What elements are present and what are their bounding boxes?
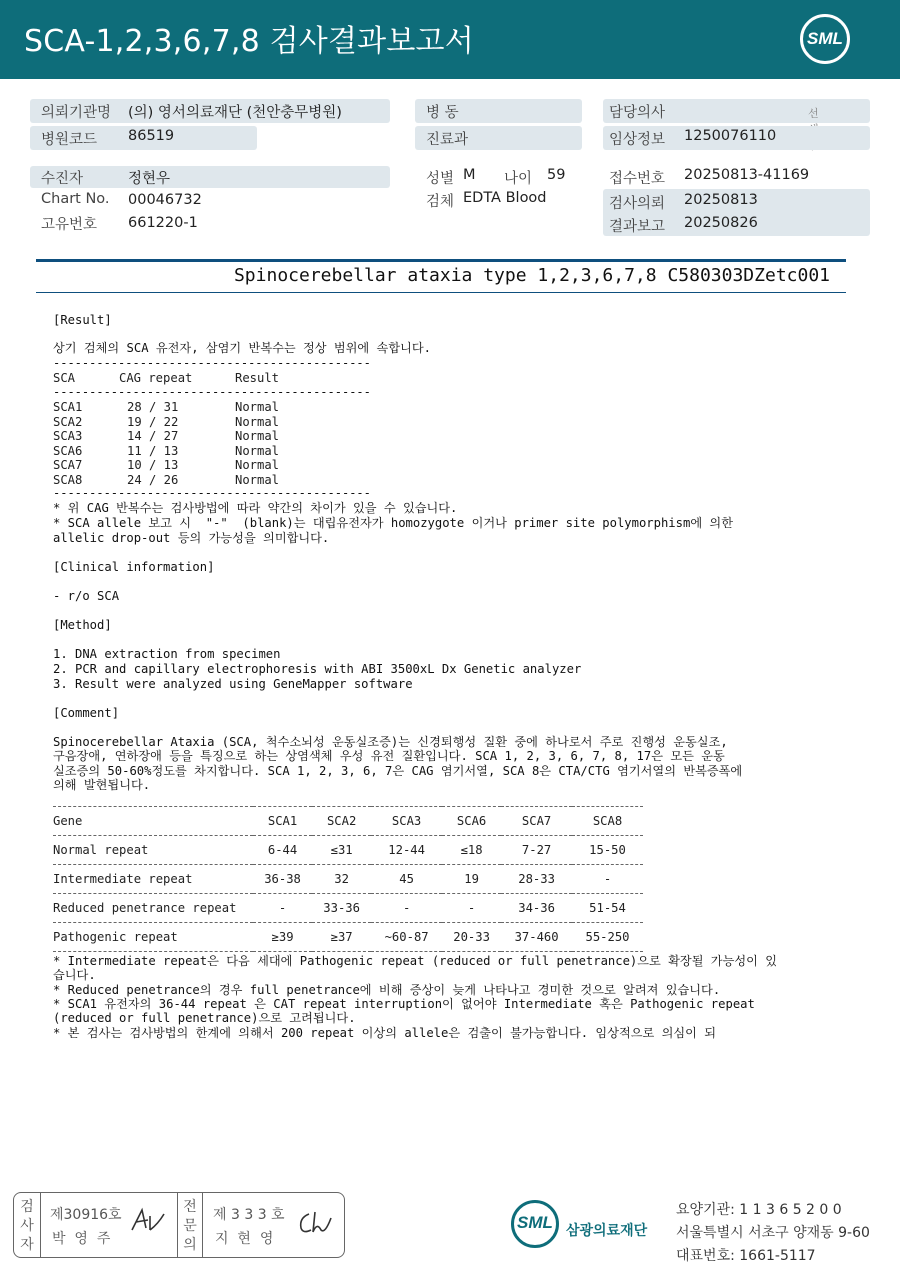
method-item: 1. DNA extraction from specimen — [53, 647, 281, 661]
report-label: 결과보고 — [609, 219, 666, 235]
table-row — [53, 429, 279, 444]
specimen-label: 검체 — [426, 194, 455, 210]
specialist-signature-icon — [295, 1208, 335, 1238]
table-row — [53, 400, 279, 415]
cell: 36-38 — [253, 865, 312, 894]
sca-result-table — [53, 400, 279, 488]
result-note: allelic drop-out 등의 가능성을 의미합니다. — [53, 531, 330, 545]
table-row — [53, 894, 643, 923]
cell: Pathogenic repeat — [53, 923, 253, 952]
cell: SCA1 — [53, 400, 83, 414]
cell: 7-27 — [501, 836, 572, 865]
dash-line: -------------------------------------------- — [53, 486, 371, 500]
footnote: * Reduced penetrance의 경우 full penetrance에 비해 증상이 늦게 나타나고 경미한 것으로 알려져 있습니다. — [53, 983, 721, 997]
cell: 15-50 — [572, 836, 643, 865]
cell: ~60-87 — [371, 923, 442, 952]
report-header — [0, 0, 900, 79]
specialist-name: 지 현 영 — [215, 1231, 274, 1247]
cell: 28 / 31 — [127, 400, 179, 414]
institution-value: (의) 영서의료재단 (천안충무병원) — [128, 105, 342, 121]
cell: 34-36 — [501, 894, 572, 923]
cell: 6-44 — [253, 836, 312, 865]
dash-line: -------------------------------------------- — [53, 356, 371, 370]
dept-label: 진료과 — [426, 132, 469, 148]
header-cell: SCA3 — [371, 807, 442, 836]
request-label: 검사의뢰 — [609, 196, 666, 212]
footnote: 습니다. — [53, 968, 96, 982]
clinical-label: 임상정보 — [609, 132, 666, 148]
col-cag: CAG repeat — [119, 371, 193, 385]
institution-label: 의뢰기관명 — [41, 105, 112, 121]
cell: - — [253, 894, 312, 923]
title-char: 의 — [183, 1237, 197, 1253]
header-cell: SCA1 — [253, 807, 312, 836]
col-result: Result — [235, 371, 280, 385]
org-name: 삼광의료재단 — [566, 1223, 648, 1239]
cell: 51-54 — [572, 894, 643, 923]
cell: SCA2 — [53, 414, 83, 429]
cell: 28-33 — [501, 865, 572, 894]
sca-result-header — [53, 371, 279, 386]
cell: Normal — [235, 472, 280, 487]
doctor-suffix: 선 — [808, 107, 819, 120]
result-note: * SCA allele 보고 시 "-" (blank)는 대립유전자가 homozygote 이거나 primer site polymorphism에 의한 — [53, 516, 733, 530]
unique-label: 고유번호 — [41, 217, 98, 233]
cell: 32 — [312, 865, 371, 894]
cell: - — [572, 865, 643, 894]
result-heading: [Result] — [53, 313, 112, 327]
receipt-label: 접수번호 — [609, 171, 666, 187]
sex-value: M — [463, 167, 476, 183]
method-item: 3. Result were analyzed using GeneMapper software — [53, 677, 413, 691]
title-char: 검 — [20, 1199, 34, 1215]
specialist-title — [183, 1198, 197, 1255]
sml-logo-icon — [511, 1200, 559, 1248]
inspector-title — [20, 1198, 34, 1255]
header-cell: SCA7 — [501, 807, 572, 836]
cell: 20-33 — [442, 923, 501, 952]
clinical-text: - r/o SCA — [53, 589, 120, 603]
header-cell: SCA2 — [312, 807, 371, 836]
cell: 24 / 26 — [127, 472, 179, 487]
org-phone: 대표번호: 1661-5117 — [676, 1248, 816, 1264]
cell: 14 / 27 — [127, 429, 179, 444]
footnote: * 본 검사는 검사방법의 한계에 의해서 200 repeat 이상의 allele은 검출이 불가능합니다. 임상적으로 의심이 되 — [53, 1026, 717, 1040]
cell: SCA6 — [53, 443, 83, 458]
cell: Normal — [235, 458, 280, 473]
cell: 55-250 — [572, 923, 643, 952]
table-row — [53, 458, 279, 473]
table-header-row — [53, 807, 643, 836]
comment-heading: [Comment] — [53, 706, 120, 720]
table-row — [53, 415, 279, 430]
receipt-value: 20250813-41169 — [684, 167, 810, 183]
title-char: 전 — [183, 1199, 197, 1215]
request-value: 20250813 — [684, 192, 758, 208]
logo-text: SML — [807, 29, 843, 48]
title-char: 문 — [183, 1218, 197, 1234]
cell: 10 / 13 — [127, 458, 179, 473]
result-note: * 위 CAG 반복수는 검사방법에 따라 약간의 차이가 있을 수 있습니다. — [53, 501, 458, 515]
gene-repeat-table — [53, 806, 643, 952]
header-cell: SCA6 — [442, 807, 501, 836]
doctor-label: 담당의사 — [609, 105, 666, 121]
cell: Normal — [235, 429, 280, 444]
table-row — [53, 444, 279, 459]
cell: 12-44 — [371, 836, 442, 865]
cell: ≥39 — [253, 923, 312, 952]
header-cell: SCA8 — [572, 807, 643, 836]
divider — [40, 1192, 41, 1258]
report-value: 20250826 — [684, 215, 758, 231]
sex-label: 성별 — [426, 171, 455, 187]
table-row — [53, 923, 643, 952]
cell: ≤18 — [442, 836, 501, 865]
org-code: 요양기관: 1 1 3 6 5 2 0 0 — [676, 1202, 842, 1218]
comment-line: 실조증의 50-60%정도를 차지합니다. SCA 1, 2, 3, 6, 7은 CAG 염기서열, SCA 8은 CTA/CTG 염기서열의 반복증폭에 — [53, 764, 743, 778]
inspector-no: 제30916호 — [50, 1207, 122, 1223]
hospital-code-label: 병원코드 — [41, 132, 98, 148]
cell: SCA8 — [53, 472, 83, 487]
divider — [36, 292, 846, 293]
cell: - — [442, 894, 501, 923]
table-row — [53, 865, 643, 894]
logo-text: SML — [517, 1213, 553, 1232]
clinical-heading: [Clinical information] — [53, 560, 215, 574]
footnote: * SCA1 유전자의 36-44 repeat 은 CAT repeat interruption이 없어야 Intermediate 혹은 Pathogenic repeat — [53, 997, 755, 1011]
footnote: (reduced or full penetrance)으로 고려됩니다. — [53, 1011, 356, 1025]
title-char: 사 — [20, 1218, 34, 1234]
test-title: Spinocerebellar ataxia type 1,2,3,6,7,8 C580303DZetc001 — [233, 265, 830, 286]
report-title: SCA-1,2,3,6,7,8 검사결과보고서 — [24, 24, 474, 59]
patient-label: 수진자 — [41, 171, 84, 187]
cell: 45 — [371, 865, 442, 894]
comment-line: Spinocerebellar Ataxia (SCA, 척수소뇌성 운동실조증)는 신경퇴행성 질환 중에 하나로서 주로 진행성 운동실조, — [53, 735, 728, 749]
cell: - — [371, 894, 442, 923]
age-label: 나이 — [504, 171, 533, 187]
cell: Intermediate repeat — [53, 865, 253, 894]
cell: ≥37 — [312, 923, 371, 952]
org-address: 서울특별시 서초구 양재동 9-60 — [676, 1225, 870, 1241]
cell: 19 / 22 — [127, 414, 179, 429]
cell: 11 / 13 — [127, 443, 179, 458]
cell: 19 — [442, 865, 501, 894]
cell: Normal — [235, 400, 280, 414]
divider — [36, 259, 846, 262]
shade-bar — [30, 166, 390, 188]
specialist-no: 제 3 3 3 호 — [213, 1207, 285, 1223]
table-row — [53, 836, 643, 865]
col-sca: SCA — [53, 371, 76, 385]
method-item: 2. PCR and capillary electrophoresis with ABI 3500xL Dx Genetic analyzer — [53, 662, 582, 676]
cell: Normal — [235, 443, 280, 458]
patient-value: 정현우 — [128, 171, 171, 187]
comment-line: 의해 발현됩니다. — [53, 778, 151, 792]
cell: Reduced penetrance repeat — [53, 894, 253, 923]
sml-logo-icon — [800, 14, 850, 64]
cell: SCA7 — [53, 458, 83, 473]
cell: Normal — [235, 414, 280, 429]
header-cell: Gene — [53, 807, 253, 836]
cell: 37-460 — [501, 923, 572, 952]
divider — [177, 1192, 178, 1258]
clinical-value: 1250076110 — [684, 128, 777, 144]
cell: SCA3 — [53, 429, 83, 444]
result-summary: 상기 검체의 SCA 유전자, 삼염기 반복수는 정상 범위에 속합니다. — [53, 341, 431, 355]
comment-line: 구음장애, 연하장애 등을 특징으로 하는 상염색체 우성 유전 질환입니다. SCA 1, 2, 3, 6, 7, 8, 17은 모든 운동 — [53, 749, 725, 763]
ward-label: 병 동 — [426, 105, 459, 121]
cell: 33-36 — [312, 894, 371, 923]
age-value: 59 — [547, 167, 566, 183]
unique-value: 661220-1 — [128, 215, 198, 231]
cell: Normal repeat — [53, 836, 253, 865]
inspector-signature-icon — [128, 1206, 168, 1236]
chart-label: Chart No. — [41, 191, 110, 207]
hospital-code-value: 86519 — [128, 128, 175, 144]
cell: ≤31 — [312, 836, 371, 865]
footnote: * Intermediate repeat은 다음 세대에 Pathogenic repeat (reduced or full penetrance)으로 확장될 가능성이 있 — [53, 954, 778, 968]
inspector-name: 박 영 주 — [52, 1231, 111, 1247]
method-heading: [Method] — [53, 618, 112, 632]
title-char: 자 — [20, 1237, 34, 1253]
divider — [202, 1192, 203, 1258]
dash-line: -------------------------------------------- — [53, 385, 371, 399]
chart-value: 00046732 — [128, 192, 202, 208]
specimen-value: EDTA Blood — [463, 190, 547, 206]
